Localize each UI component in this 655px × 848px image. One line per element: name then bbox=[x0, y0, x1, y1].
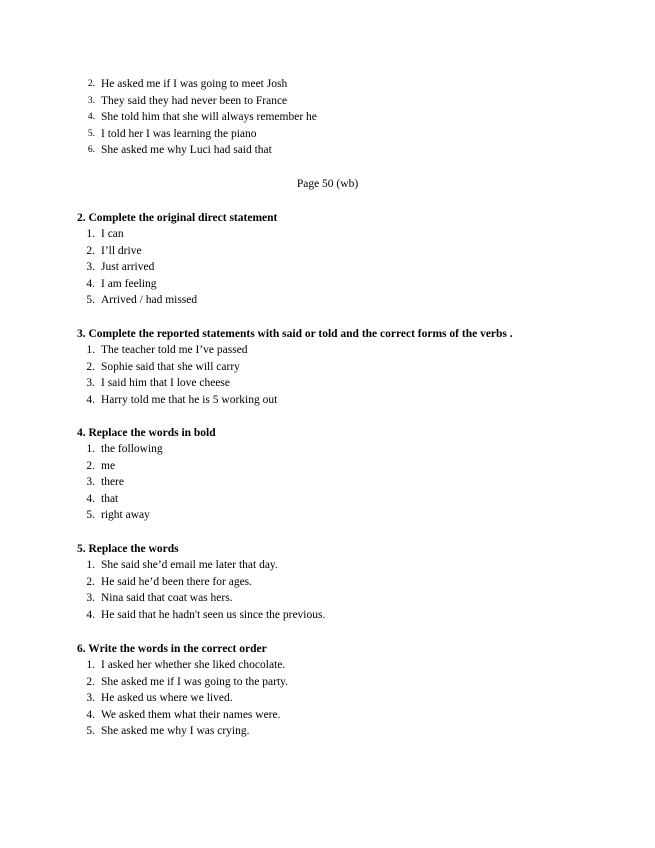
item-number: 2. bbox=[86, 575, 95, 588]
item-number: 1. bbox=[86, 559, 95, 571]
item-number: 1. bbox=[86, 344, 95, 356]
item-number: 4. bbox=[86, 492, 95, 505]
item-text: They said they had never been to France bbox=[101, 94, 288, 107]
item-number: 6. bbox=[87, 145, 95, 156]
section-heading-6: 6. Write the words in the correct order bbox=[77, 643, 267, 655]
item-text: there bbox=[101, 476, 124, 489]
item-number: 2. bbox=[86, 675, 95, 688]
item-number: 2. bbox=[86, 459, 95, 472]
item-text: I’ll drive bbox=[101, 244, 142, 257]
item-number: 5. bbox=[87, 128, 95, 139]
item-text: Arrived / had missed bbox=[101, 294, 198, 307]
item-number: 5. bbox=[86, 294, 95, 307]
item-text: Sophie said that she will carry bbox=[101, 360, 240, 373]
item-text: She asked me why I was crying. bbox=[101, 725, 250, 738]
item-text: She told him that she will always remember he bbox=[101, 111, 317, 124]
item-number: 5. bbox=[86, 725, 95, 738]
item-number: 4. bbox=[86, 393, 95, 406]
item-number: 3. bbox=[86, 692, 95, 705]
item-text: He asked us where we lived. bbox=[101, 692, 233, 705]
item-number: 3. bbox=[86, 377, 95, 390]
section-heading-2: 2. Complete the original direct statement bbox=[77, 212, 278, 224]
item-number: 3. bbox=[86, 261, 95, 274]
page-reference: Page 50 (wb) bbox=[296, 178, 359, 190]
item-number: 5. bbox=[86, 509, 95, 522]
item-text: the following bbox=[101, 443, 163, 455]
item-text: I asked her whether she liked chocolate. bbox=[101, 659, 286, 671]
item-text: He said he’d been there for ages. bbox=[101, 575, 253, 588]
item-number: 3. bbox=[87, 95, 95, 106]
item-text: me bbox=[101, 459, 116, 472]
item-text: that bbox=[101, 492, 119, 505]
item-number: 4. bbox=[86, 708, 95, 721]
item-text: Just arrived bbox=[101, 261, 155, 274]
item-number: 3. bbox=[86, 476, 95, 489]
item-text: She asked me why Luci had said that bbox=[101, 144, 272, 157]
item-text: Harry told me that he is 5 working out bbox=[101, 393, 278, 406]
item-text: The teacher told me I’ve passed bbox=[101, 344, 248, 356]
section-heading-5: 5. Replace the words bbox=[77, 543, 179, 555]
item-number: 1. bbox=[86, 659, 95, 671]
item-text: We asked them what their names were. bbox=[101, 708, 281, 721]
item-text: He asked me if I was going to meet Josh bbox=[101, 78, 288, 90]
section-heading-4: 4. Replace the words in bold bbox=[77, 427, 216, 439]
section-heading-3: 3. Complete the reported statements with said or told and the correct forms of the verbs . bbox=[77, 328, 513, 340]
item-number: 2. bbox=[86, 360, 95, 373]
item-number: 1. bbox=[86, 443, 95, 455]
item-number: 4. bbox=[86, 608, 95, 621]
item-number: 2. bbox=[87, 79, 95, 89]
item-text: I said him that I love cheese bbox=[101, 377, 231, 390]
item-number: 1. bbox=[86, 228, 95, 240]
item-text: I am feeling bbox=[101, 277, 157, 290]
item-number: 2. bbox=[86, 244, 95, 257]
item-text: right away bbox=[101, 509, 150, 522]
item-text: She asked me if I was going to the party. bbox=[101, 675, 289, 688]
item-text: I told her I was learning the piano bbox=[101, 127, 257, 140]
item-text: Nina said that coat was hers. bbox=[101, 592, 233, 605]
item-text: I can bbox=[101, 228, 124, 240]
item-text: She said she’d email me later that day. bbox=[101, 559, 278, 571]
item-text: He said that he hadn't seen us since the previous. bbox=[101, 608, 326, 621]
item-number: 3. bbox=[86, 592, 95, 605]
item-number: 4. bbox=[86, 277, 95, 290]
item-number: 4. bbox=[87, 112, 95, 123]
